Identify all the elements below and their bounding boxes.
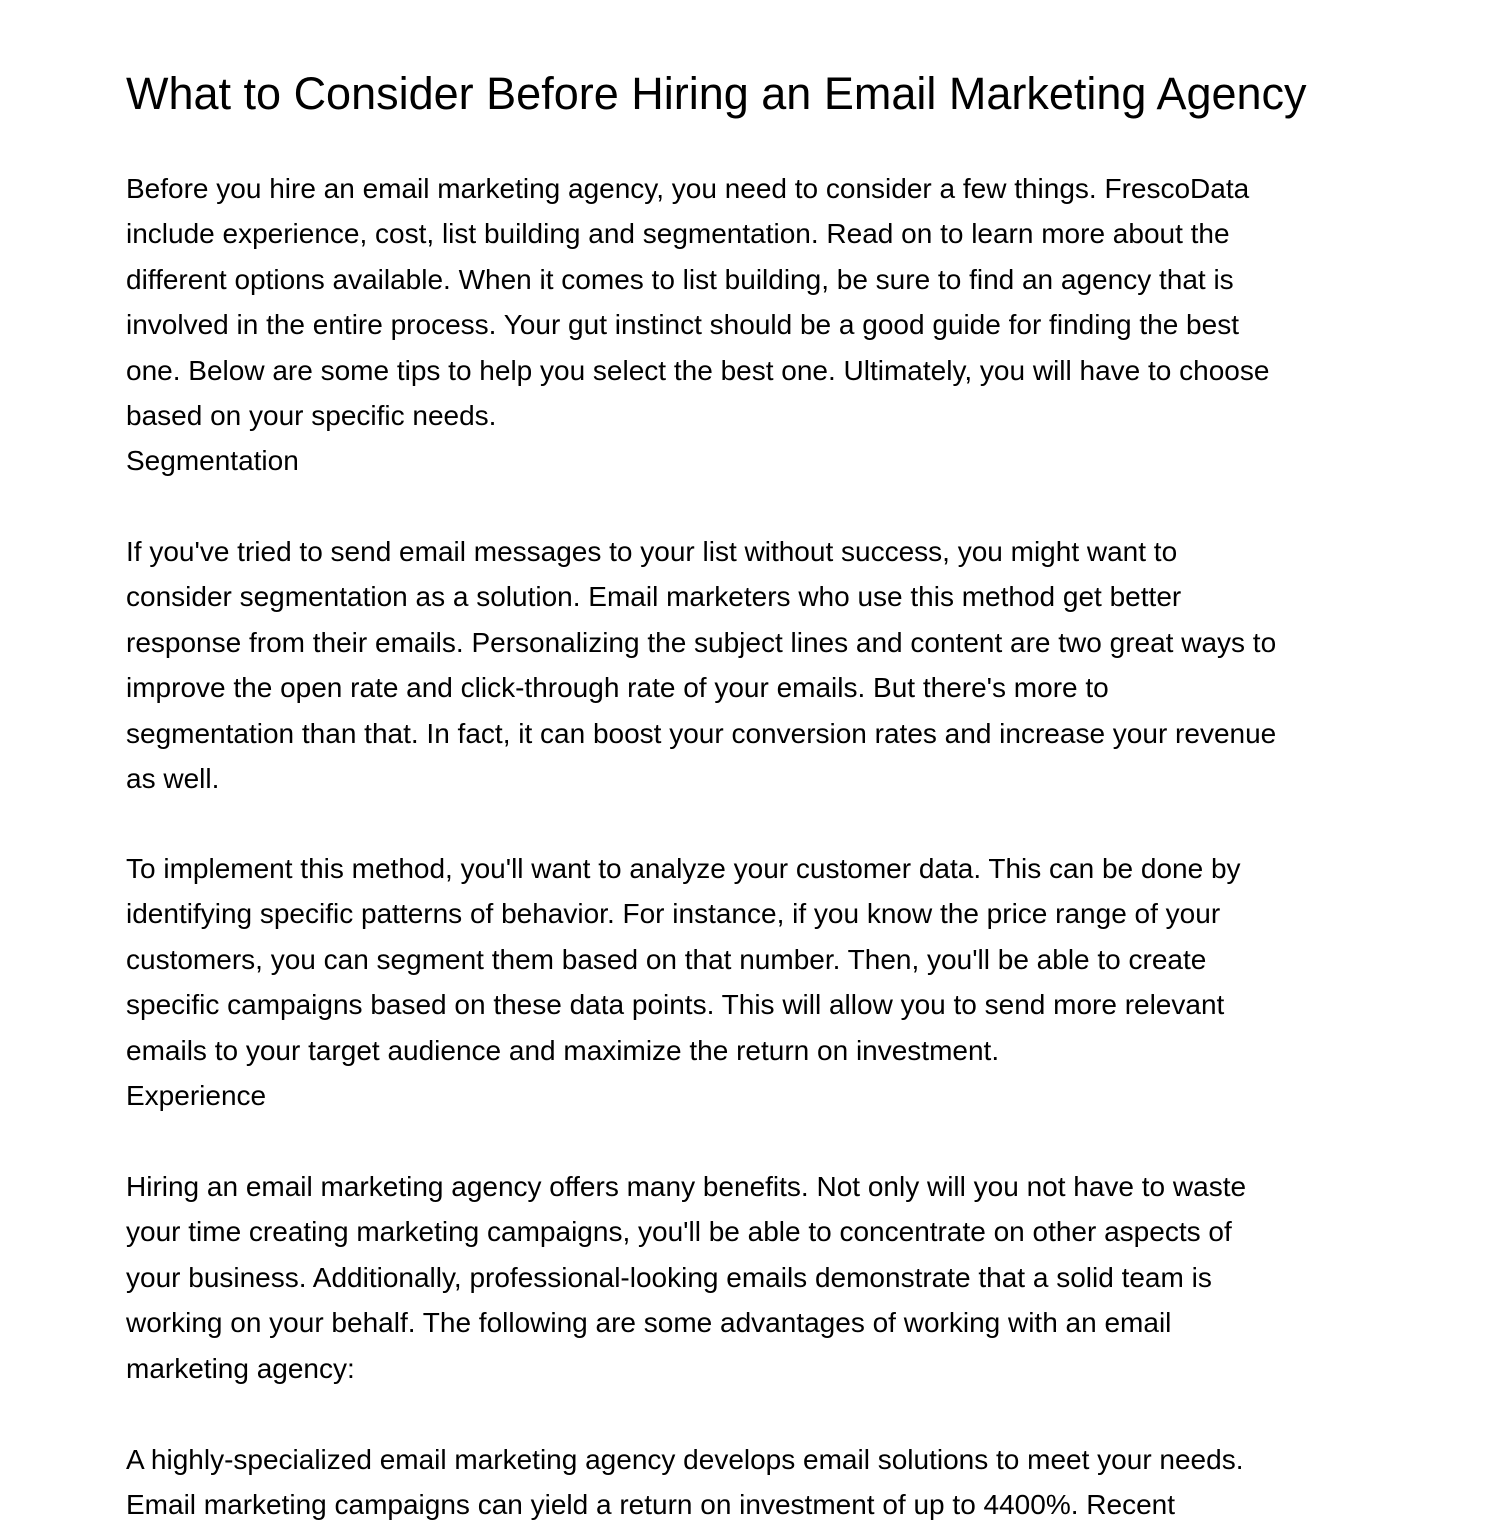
- paragraph-implementation: To implement this method, you'll want to analyze your customer data. This can be done by identifying specific patterns of behavior. For instance, if you know the price range of your customers, you can segment them based on that number. Then, you'll be able to create specific campaigns based on these data points. This will allow you to send more relevant emails to your target audience and maximize the return on investment. Experience: [126, 853, 1241, 1112]
- paragraph-intro: Before you hire an email marketing agency, you need to consider a few things. FrescoData include experience, cost, list building and segmentation. Read on to learn more about the different options available. When it comes to list building, be sure to find an agency that is involved in the entire process. Your gut instinct should be a good guide for finding the best one. Below are some tips to help you select the best one. Ultimately, you will have to choose based on your specific needs. Segmentation: [126, 173, 1270, 477]
- paragraph-experience: Hiring an email marketing agency offers many benefits. Not only will you not have to waste your time creating marketing campaigns, you'll be able to concentrate on other aspects of your business. Additionally, professional-looking emails demonstrate that a solid team is working on your behalf. The following are some advantages of working with an email marketing agency:: [126, 1171, 1247, 1384]
- document-title: What to Consider Before Hiring an Email Marketing Agency: [126, 68, 1307, 119]
- paragraph-segmentation: If you've tried to send email messages to your list without success, you might want to consider segmentation as a solution. Email marketers who use this method get better response from their emails. Personalizing the subject lines and content are two great ways to improve the open rate and click-through rate of your emails. But there's more to segmentation than that. In fact, it can boost your conversion rates and increase your revenue as well.: [126, 536, 1277, 795]
- paragraph-specialized-agency: A highly-specialized email marketing agency develops email solutions to meet your needs. Email marketing campaigns can yield a return on investment of up to 4400%. Recent: [126, 1444, 1244, 1521]
